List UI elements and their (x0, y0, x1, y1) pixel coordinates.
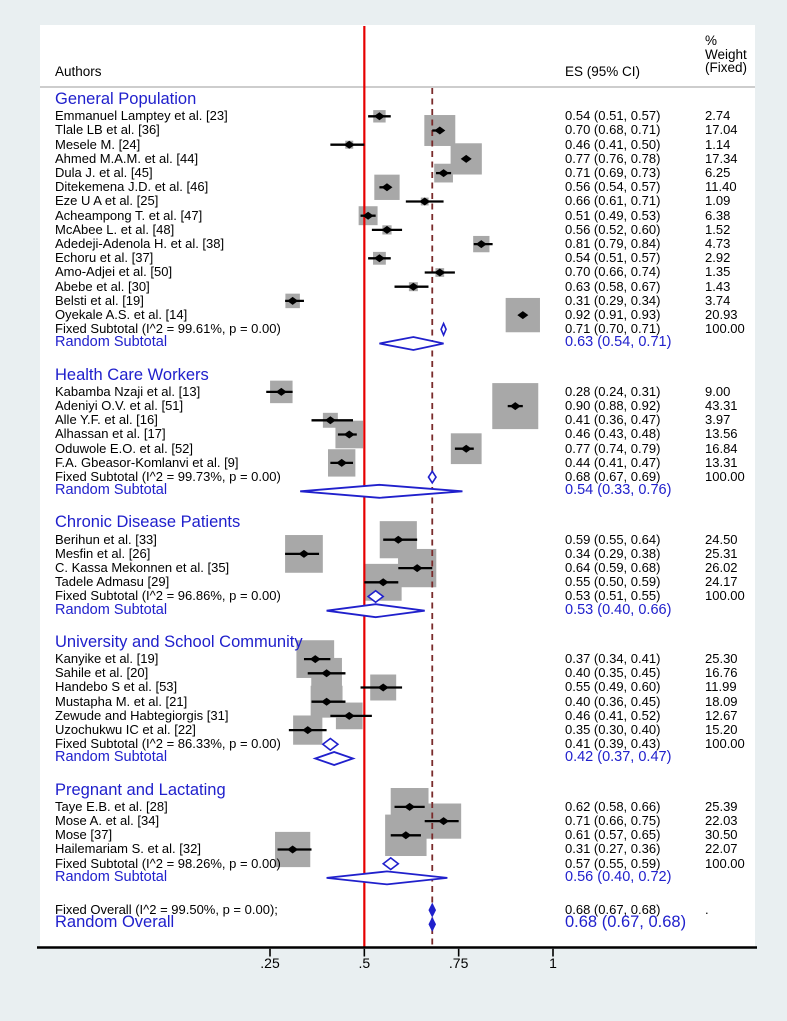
study-label: Belsti et al. [19] (55, 292, 144, 308)
weight-value: 11.99 (705, 679, 737, 695)
weight-value: 43.31 (705, 398, 738, 413)
es-value: 0.46 (0.43, 0.48) (565, 426, 661, 442)
weight-value: 100.00 (705, 855, 745, 871)
study-label: Mustapha M. et al. [21] (55, 693, 188, 709)
es-value: 0.68 (0.67, 0.68) (565, 902, 661, 917)
weight-value: 6.38 (705, 207, 731, 223)
weight-value: 1.52 (705, 221, 731, 237)
weight-value: 3.97 (705, 412, 731, 428)
weight-value: 25.39 (705, 798, 738, 814)
weight-value: 3.74 (705, 292, 731, 308)
study-label: Adeniyi O.V. et al. [51] (55, 398, 184, 413)
es-value: 0.55 (0.50, 0.59) (565, 574, 661, 590)
es-value: 0.56 (0.40, 0.72) (565, 868, 672, 885)
study-label: Tlale LB et al. [36] (55, 122, 160, 138)
weight-value: 22.07 (705, 841, 738, 857)
group-header: Chronic Disease Patients (55, 513, 241, 532)
x-axis-tick-label: .25 (260, 955, 280, 971)
es-value: 0.40 (0.35, 0.45) (565, 665, 661, 681)
es-column-header: ES (95% CI) (565, 64, 641, 79)
study-label: Echoru et al. [37] (55, 250, 154, 266)
fixed-subtotal-diamond (428, 471, 436, 483)
group-header: Pregnant and Lactating (55, 780, 226, 799)
es-value: 0.46 (0.41, 0.50) (565, 136, 661, 152)
weight-value: 18.09 (705, 693, 738, 709)
es-value: 0.41 (0.36, 0.47) (565, 412, 661, 428)
study-label: Amo-Adjei et al. [50] (55, 264, 173, 280)
study-label: Alle Y.F. et al. [16] (55, 412, 158, 428)
study-label: Dula J. et al. [45] (55, 165, 153, 180)
authors-column-header: Authors (55, 64, 102, 79)
random-subtotal-diamond (327, 604, 425, 617)
es-value: 0.31 (0.29, 0.34) (565, 292, 661, 308)
es-value: 0.54 (0.51, 0.57) (565, 250, 661, 266)
random-subtotal-label: Random Subtotal (55, 868, 168, 885)
study-label: Ahmed M.A.M. et al. [44] (55, 150, 199, 166)
study-label: Alhassan et al. [17] (55, 426, 166, 442)
study-label: Uzochukwu IC et al. [22] (55, 722, 196, 737)
x-axis-tick-label: .5 (358, 955, 371, 971)
es-value: 0.54 (0.33, 0.76) (565, 482, 672, 499)
study-label: Mose A. et al. [34] (55, 813, 160, 828)
weight-value: 11.40 (705, 179, 737, 195)
weight-value: 24.50 (705, 531, 738, 547)
es-value: 0.28 (0.24, 0.31) (565, 383, 661, 399)
study-label: Hailemariam S. et al. [32] (55, 841, 201, 857)
random-subtotal-label: Random Subtotal (55, 334, 168, 351)
x-axis-tick-label: 1 (549, 955, 557, 971)
study-label: Kabamba Nzaji et al. [13] (55, 383, 201, 399)
fixed-subtotal-label: Fixed Subtotal (I^2 = 99.73%, p = 0.00) (55, 469, 281, 484)
study-label: Mose [37] (55, 827, 113, 843)
weight-value: 15.20 (705, 722, 738, 737)
es-value: 0.56 (0.52, 0.60) (565, 221, 661, 237)
weight-value: 22.03 (705, 813, 738, 828)
es-value: 0.54 (0.51, 0.57) (565, 108, 661, 124)
study-label: C. Kassa Mekonnen et al. [35] (55, 560, 230, 575)
study-label: Berihun et al. [33] (55, 531, 157, 547)
weight-value: 6.25 (705, 165, 731, 180)
study-label: Abebe et al. [30] (55, 278, 150, 294)
weight-value: 1.09 (705, 193, 731, 209)
weight-value: 17.34 (705, 150, 738, 166)
es-value: 0.31 (0.27, 0.36) (565, 841, 661, 857)
weight-value: 100.00 (705, 736, 745, 752)
weight-value: 13.56 (705, 426, 738, 442)
weight-value: 9.00 (705, 383, 731, 399)
fixed-subtotal-diamond (441, 324, 446, 336)
es-value: 0.66 (0.61, 0.71) (565, 193, 661, 209)
es-value: 0.56 (0.54, 0.57) (565, 179, 661, 195)
es-value: 0.77 (0.76, 0.78) (565, 150, 661, 166)
es-value: 0.81 (0.79, 0.84) (565, 236, 661, 251)
es-value: 0.90 (0.88, 0.92) (565, 398, 661, 413)
weight-value: 26.02 (705, 560, 738, 575)
random-subtotal-diamond (315, 752, 353, 765)
study-label: Zewude and Habtegiorgis [31] (55, 707, 229, 723)
es-value: 0.34 (0.29, 0.38) (565, 545, 661, 561)
es-value: 0.63 (0.54, 0.71) (565, 334, 672, 351)
fixed-subtotal-label: Fixed Subtotal (I^2 = 96.86%, p = 0.00) (55, 588, 281, 604)
weight-value: 100.00 (705, 321, 745, 337)
es-value: 0.71 (0.66, 0.75) (565, 813, 661, 828)
random-subtotal-label: Random Subtotal (55, 749, 168, 766)
weight-value: . (705, 902, 709, 917)
random-subtotal-diamond (327, 871, 448, 884)
group-header: Health Care Workers (55, 365, 209, 384)
study-label: Emmanuel Lamptey et al. [23] (55, 108, 228, 124)
weight-value: 1.14 (705, 136, 731, 152)
study-label: Ditekemena J.D. et al. [46] (55, 179, 209, 195)
es-value: 0.61 (0.57, 0.65) (565, 827, 661, 843)
weight-value: 16.84 (705, 440, 738, 456)
fixed-subtotal-label: Fixed Subtotal (I^2 = 98.26%, p = 0.00) (55, 855, 281, 871)
es-value: 0.46 (0.41, 0.52) (565, 707, 661, 723)
random-subtotal-label: Random Subtotal (55, 601, 168, 618)
es-value: 0.59 (0.55, 0.64) (565, 531, 661, 547)
es-value: 0.57 (0.55, 0.59) (565, 855, 661, 871)
weight-value: 1.35 (705, 264, 731, 280)
weight-value: 1.43 (705, 278, 731, 294)
study-label: Eze U A et al. [25] (55, 193, 159, 209)
es-value: 0.44 (0.41, 0.47) (565, 454, 661, 470)
fixed-subtotal-diamond (323, 739, 338, 751)
es-value: 0.64 (0.59, 0.68) (565, 560, 661, 575)
weight-value: 2.74 (705, 108, 731, 124)
weight-value: 16.76 (705, 665, 738, 681)
study-label: Mesele M. [24] (55, 136, 141, 152)
study-label: Adedeji-Adenola H. et al. [38] (55, 236, 225, 251)
weight-value: 30.50 (705, 827, 738, 843)
weight-value: 2.92 (705, 250, 731, 266)
es-value: 0.71 (0.70, 0.71) (565, 321, 661, 337)
study-label: Oduwole E.O. et al. [52] (55, 440, 194, 456)
random-subtotal-label: Random Subtotal (55, 482, 168, 499)
weight-value: 12.67 (705, 707, 738, 723)
weight-value: 20.93 (705, 307, 738, 322)
es-value: 0.62 (0.58, 0.66) (565, 798, 661, 814)
study-label: Oyekale A.S. et al. [14] (55, 307, 188, 322)
study-label: F.A. Gbeasor-Komlanvi et al. [9] (55, 454, 239, 470)
fixed-overall-label: Fixed Overall (I^2 = 99.50%, p = 0.00); (55, 902, 278, 917)
fixed-overall-diamond (429, 904, 435, 916)
es-value: 0.70 (0.68, 0.71) (565, 122, 661, 138)
x-axis-tick-label: .75 (448, 955, 469, 971)
es-value: 0.71 (0.69, 0.73) (565, 165, 661, 180)
study-label: Kanyike et al. [19] (55, 651, 159, 666)
weight-header-line-2: Weight (705, 46, 747, 62)
weight-header-line-3: (Fixed) (705, 60, 748, 76)
weight-value: 24.17 (705, 574, 738, 590)
random-overall-diamond (429, 918, 435, 930)
weight-value: 13.31 (705, 454, 738, 470)
study-label: Mesfin et al. [26] (55, 545, 151, 561)
es-value: 0.51 (0.49, 0.53) (565, 207, 661, 223)
es-value: 0.40 (0.36, 0.45) (565, 693, 661, 709)
fixed-subtotal-label: Fixed Subtotal (I^2 = 99.61%, p = 0.00) (55, 321, 281, 337)
random-subtotal-diamond (300, 485, 462, 498)
es-value: 0.70 (0.66, 0.74) (565, 264, 661, 280)
random-overall-label: Random Overall (55, 913, 175, 932)
random-subtotal-diamond (379, 337, 443, 350)
es-value: 0.53 (0.51, 0.55) (565, 588, 661, 604)
es-value: 0.63 (0.58, 0.67) (565, 278, 661, 294)
weight-value: 100.00 (705, 469, 745, 484)
study-label: Tadele Admasu [29] (55, 574, 170, 590)
fixed-subtotal-label: Fixed Subtotal (I^2 = 86.33%, p = 0.00) (55, 736, 281, 752)
es-value: 0.68 (0.67, 0.68) (565, 913, 687, 932)
es-value: 0.92 (0.91, 0.93) (565, 307, 661, 322)
study-label: Handebo S et al. [53] (55, 679, 178, 695)
weight-value: 4.73 (705, 236, 731, 251)
es-value: 0.42 (0.37, 0.47) (565, 749, 672, 766)
es-value: 0.77 (0.74, 0.79) (565, 440, 661, 456)
es-value: 0.37 (0.34, 0.41) (565, 651, 661, 666)
es-value: 0.55 (0.49, 0.60) (565, 679, 661, 695)
weight-header-line-1: % (705, 33, 718, 48)
es-value: 0.35 (0.30, 0.40) (565, 722, 661, 737)
study-label: McAbee L. et al. [48] (55, 221, 175, 237)
fixed-subtotal-diamond (383, 858, 398, 870)
weight-value: 25.30 (705, 651, 738, 666)
study-label: Sahile et al. [20] (55, 665, 149, 681)
weight-value: 100.00 (705, 588, 745, 604)
es-value: 0.53 (0.40, 0.66) (565, 601, 672, 618)
es-value: 0.41 (0.39, 0.43) (565, 736, 661, 752)
axis-layer (37, 948, 757, 957)
study-label: Taye E.B. et al. [28] (55, 798, 168, 814)
group-header: General Population (55, 90, 197, 108)
study-label: Acheampong T. et al. [47] (55, 207, 203, 223)
weight-value: 17.04 (705, 122, 738, 138)
es-value: 0.68 (0.67, 0.69) (565, 469, 661, 484)
group-header: University and School Community (55, 632, 303, 651)
weight-value: 25.31 (705, 545, 738, 561)
